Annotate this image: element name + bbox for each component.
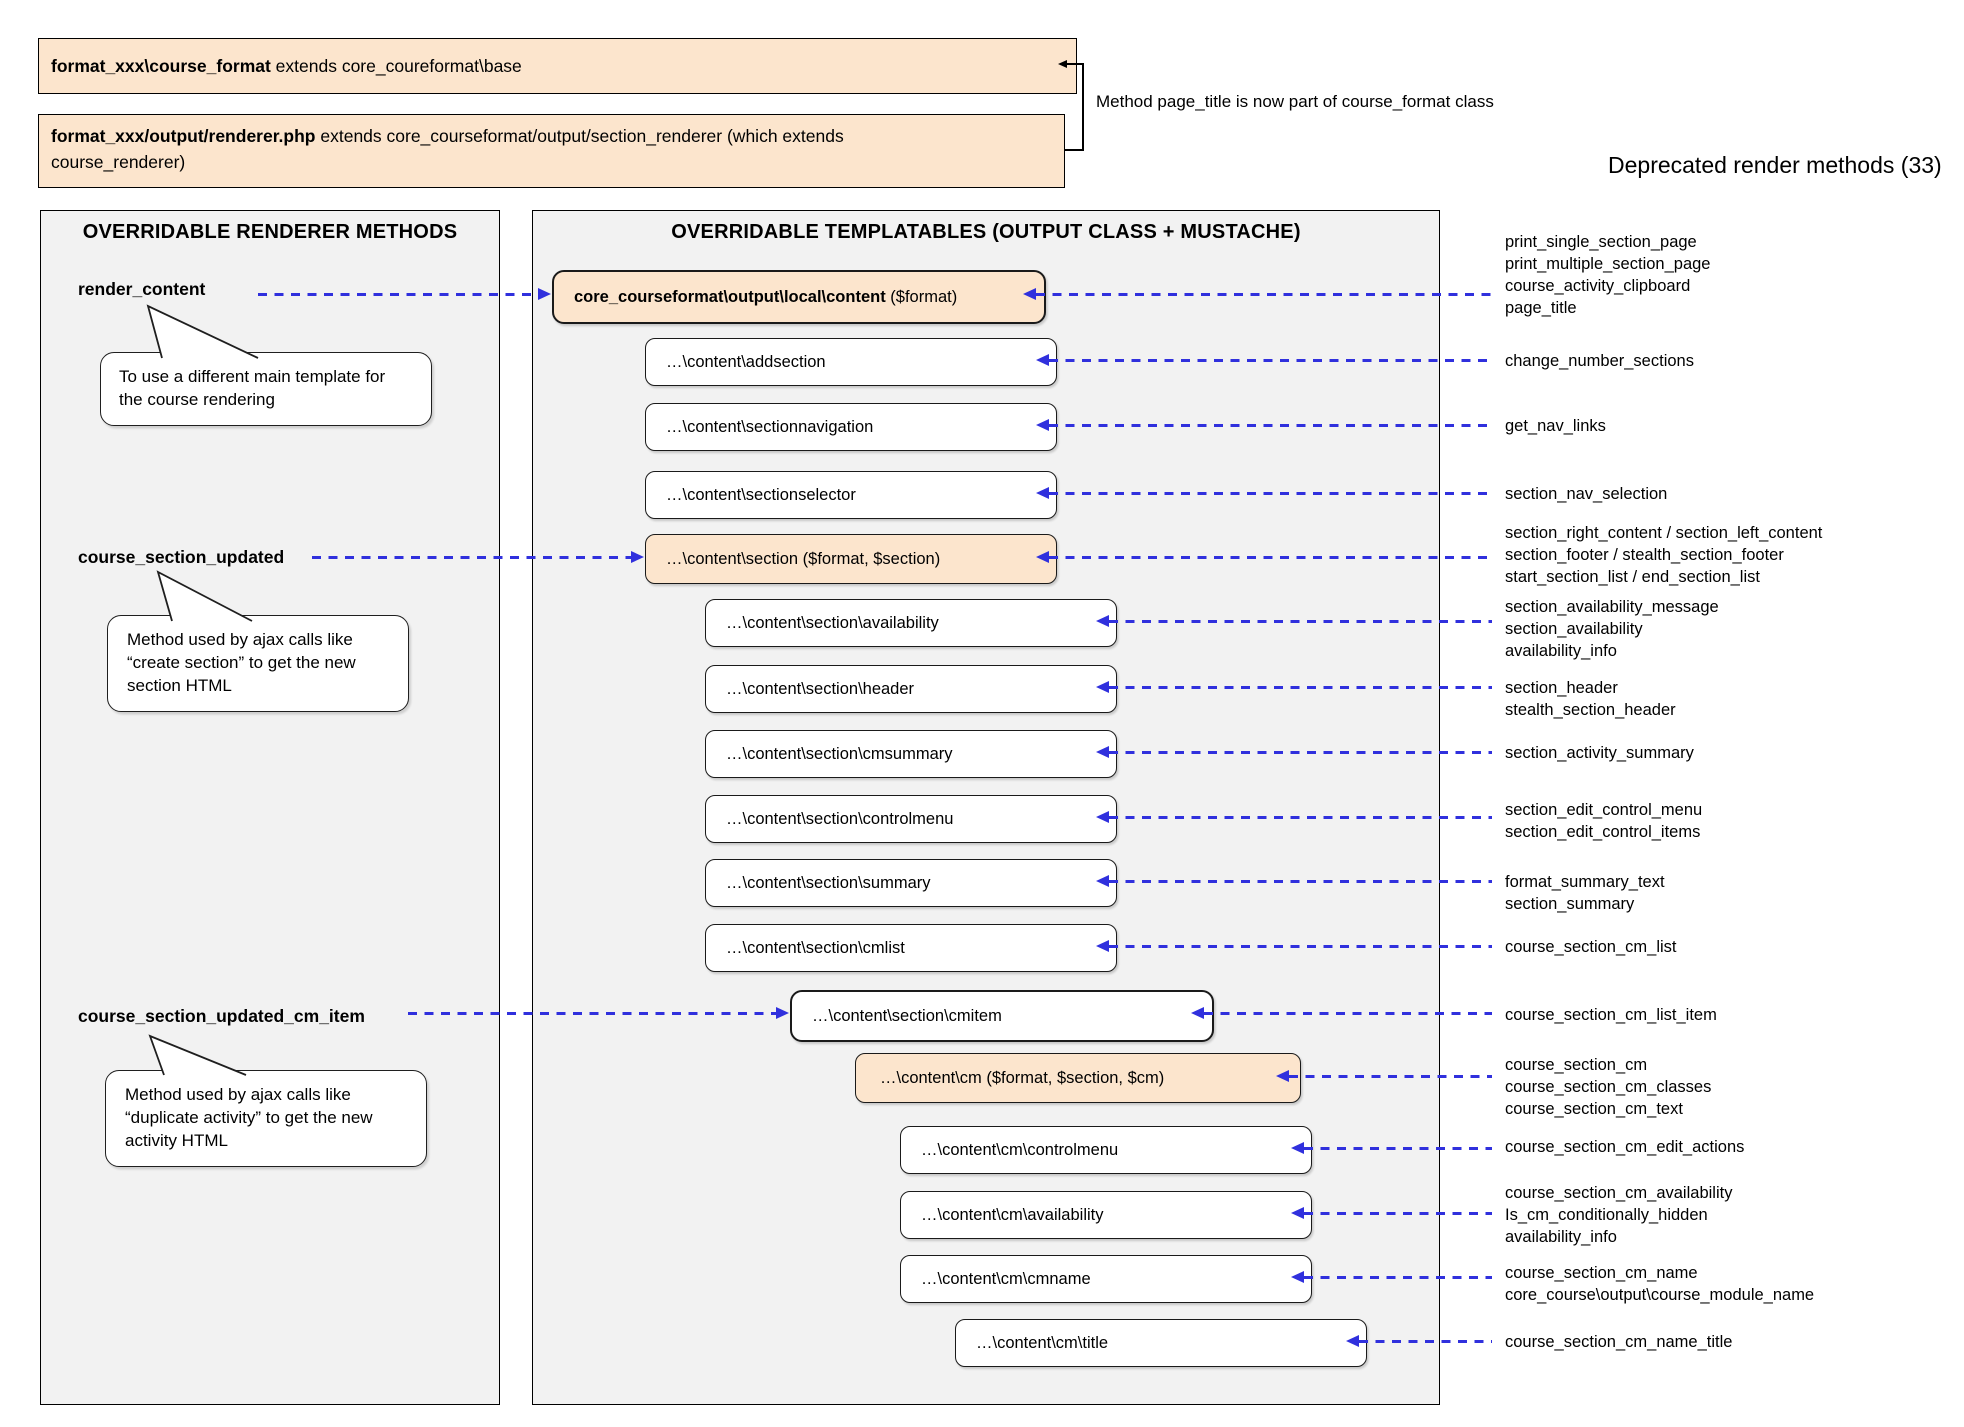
templatable-box-section-availability: …\content\section\availability xyxy=(705,599,1117,647)
templatable-box-addsection: …\content\addsection xyxy=(645,338,1057,386)
templatable-box-cm: …\content\cm ($format, $section, $cm) xyxy=(855,1053,1301,1103)
class-box-renderer-extends-2: course_renderer) xyxy=(51,152,186,173)
deprecated-group: print_single_section_page print_multiple_section_page course_activity_clipboard page_title xyxy=(1505,233,1711,317)
arrow-deprecated-section xyxy=(1049,556,1492,559)
bubble-tail-icon xyxy=(140,566,270,624)
deprecated-group: format_summary_text section_summary xyxy=(1505,873,1665,913)
arrow-deprecated-section-cmitem xyxy=(1204,1012,1492,1015)
deprecated-group: course_section_cm course_section_cm_classes course_section_cm_text xyxy=(1505,1056,1712,1118)
arrow-deprecated-section-availability xyxy=(1109,620,1492,623)
renderer-methods-panel-title: OVERRIDABLE RENDERER METHODS xyxy=(82,221,458,243)
deprecated-group: section_activity_summary xyxy=(1505,744,1694,762)
deprecated-group: course_section_cm_name core_course\output\course_module_name xyxy=(1505,1264,1815,1304)
bracket-vertical xyxy=(1082,64,1084,151)
arrow-deprecated-content xyxy=(1036,293,1492,296)
arrow-deprecated-section-controlmenu xyxy=(1109,816,1492,819)
templatable-box-section-controlmenu: …\content\section\controlmenu xyxy=(705,795,1117,843)
class-box-renderer-name: format_xxx/output/renderer.php xyxy=(51,126,316,146)
deprecated-group: section_nav_selection xyxy=(1505,485,1668,503)
class-box-course-format-name: format_xxx\course_format xyxy=(51,55,271,76)
templatable-box-section-cmlist: …\content\section\cmlist xyxy=(705,924,1117,972)
deprecated-group: section_header stealth_section_header xyxy=(1505,679,1676,719)
templatable-box-section-cmsummary: …\content\section\cmsummary xyxy=(705,730,1117,778)
class-box-course-format xyxy=(38,38,1077,94)
templatable-box-section: …\content\section ($format, $section) xyxy=(645,534,1057,584)
deprecated-group: section_right_content / section_left_content section_footer / stealth_section_footer start_section_list / end_section_list xyxy=(1505,524,1823,586)
bubble-render-content: To use a different main template for the course rendering xyxy=(100,352,432,426)
deprecated-group: course_section_cm_list_item xyxy=(1505,1006,1717,1024)
bracket-arrowhead-icon xyxy=(1058,60,1067,68)
bracket-bottom xyxy=(1064,149,1084,151)
templatable-box-cm-cmname: …\content\cm\cmname xyxy=(900,1255,1312,1303)
class-box-course-format-extends: extends core_coureformat\base xyxy=(270,55,522,76)
arrow-deprecated-sectionselector xyxy=(1049,492,1492,495)
arrow-render-content xyxy=(258,293,538,296)
templatable-box-content-class: core_courseformat\output\local\content xyxy=(574,287,886,306)
deprecated-group: get_nav_links xyxy=(1505,417,1606,435)
arrow-deprecated-cm xyxy=(1289,1075,1492,1078)
deprecated-methods-title: Deprecated render methods (33) xyxy=(1608,152,1942,178)
templatable-box-sectionselector: …\content\sectionselector xyxy=(645,471,1057,519)
templatable-box-section-summary: …\content\section\summary xyxy=(705,859,1117,907)
templatable-box-section-header: …\content\section\header xyxy=(705,665,1117,713)
arrow-deprecated-cm-title xyxy=(1359,1340,1492,1343)
templatable-box-content-args: ($format) xyxy=(885,287,958,306)
arrow-deprecated-cm-controlmenu xyxy=(1304,1147,1492,1150)
templatables-panel-title: OVERRIDABLE TEMPLATABLES (OUTPUT CLASS + MUSTACHE) xyxy=(671,221,1301,243)
bubble-tail-icon xyxy=(135,1030,260,1078)
arrow-deprecated-cm-availability xyxy=(1304,1212,1492,1215)
deprecated-group: change_number_sections xyxy=(1505,352,1694,370)
bracket-top xyxy=(1066,63,1084,65)
method-label-course-section-updated-cm-item: course_section_updated_cm_item xyxy=(78,1006,365,1026)
arrow-deprecated-section-summary xyxy=(1109,880,1492,883)
templatable-box-sectionnavigation: …\content\sectionnavigation xyxy=(645,403,1057,451)
bubble-course-section-updated-cm-item: Method used by ajax calls like “duplicate activity” to get the new activity HTML xyxy=(105,1070,427,1167)
deprecated-group: course_section_cm_edit_actions xyxy=(1505,1138,1745,1156)
deprecated-group: section_edit_control_menu section_edit_control_items xyxy=(1505,801,1703,841)
method-label-render-content: render_content xyxy=(78,279,206,299)
templatable-box-cm-title: …\content\cm\title xyxy=(955,1319,1367,1367)
bubble-tail-icon xyxy=(130,300,270,360)
bubble-course-section-updated: Method used by ajax calls like “create section” to get the new section HTML xyxy=(107,615,409,712)
deprecated-group: course_section_cm_name_title xyxy=(1505,1333,1733,1351)
deprecated-group: section_availability_message section_availability availability_info xyxy=(1505,598,1719,660)
deprecated-group: course_section_cm_availability Is_cm_conditionally_hidden availability_info xyxy=(1505,1184,1733,1246)
class-box-renderer-extends: extends core_courseformat/output/section_renderer (which extends xyxy=(315,126,844,146)
bracket-note: Method page_title is now part of course_format class xyxy=(1096,92,1494,111)
arrow-course-section-updated xyxy=(312,556,631,559)
arrow-course-section-updated-cm-item xyxy=(408,1012,776,1015)
method-label-course-section-updated: course_section_updated xyxy=(78,547,285,567)
templatable-box-section-cmitem: …\content\section\cmitem xyxy=(790,990,1214,1042)
class-box-renderer xyxy=(38,114,1065,188)
templatable-box-cm-controlmenu: …\content\cm\controlmenu xyxy=(900,1126,1312,1174)
arrow-deprecated-section-header xyxy=(1109,686,1492,689)
arrow-deprecated-section-cmsummary xyxy=(1109,751,1492,754)
arrow-deprecated-cm-cmname xyxy=(1304,1276,1492,1279)
arrow-deprecated-sectionnavigation xyxy=(1049,424,1492,427)
arrow-deprecated-addsection xyxy=(1049,359,1492,362)
templatable-box-content xyxy=(552,270,1046,324)
deprecated-group: course_section_cm_list xyxy=(1505,938,1677,956)
arrow-deprecated-section-cmlist xyxy=(1109,945,1492,948)
templatable-box-cm-availability: …\content\cm\availability xyxy=(900,1191,1312,1239)
